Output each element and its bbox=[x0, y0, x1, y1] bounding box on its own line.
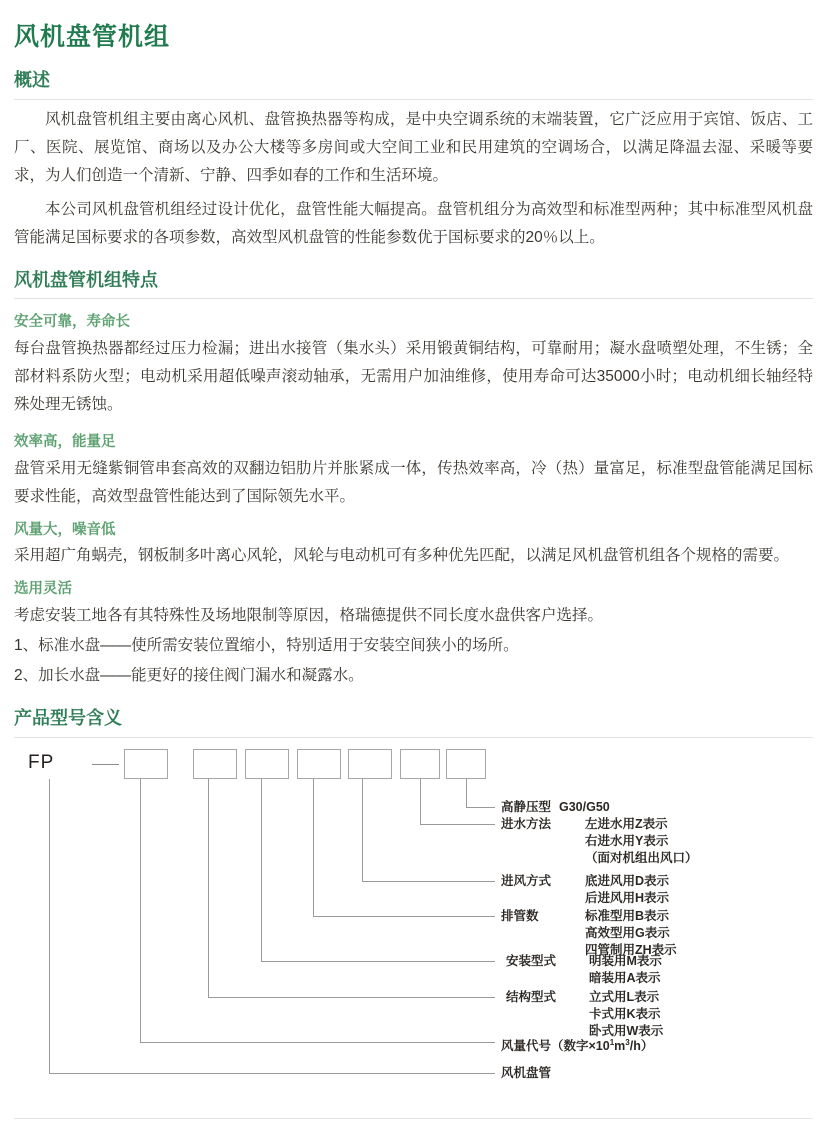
leader-line-horizontal bbox=[49, 1073, 495, 1074]
leader-line-vertical bbox=[466, 779, 467, 808]
leader-line-vertical bbox=[362, 779, 363, 882]
leader-line-horizontal bbox=[140, 1042, 495, 1043]
model-label-name-3: 进风方式 bbox=[501, 873, 552, 888]
model-label-value-4-line-3: 四管制用ZH表示 bbox=[585, 942, 677, 957]
leader-line-horizontal bbox=[466, 807, 495, 808]
heading-divider bbox=[14, 737, 813, 738]
model-label-airflow-exp: 1 bbox=[609, 1037, 615, 1047]
model-box-3[interactable] bbox=[245, 749, 289, 779]
feature-text-4: 考虑安装工地各有其特殊性及场地限制等原因，格瑞德提供不同长度水盘供客户选择。 bbox=[14, 607, 604, 624]
model-label-airflow-unit-exp: 3 bbox=[625, 1037, 630, 1047]
heading-divider bbox=[14, 99, 813, 100]
model-label-airflow-tail: /h） bbox=[629, 1038, 654, 1053]
model-label-value-3-line-1: 底进风用D表示 bbox=[585, 873, 670, 888]
feature-title-1: 安全可靠，寿命长 bbox=[14, 314, 130, 330]
model-box-4[interactable] bbox=[297, 749, 341, 779]
heading-divider bbox=[14, 298, 813, 299]
model-label-value-2-line-3: （面对机组出风口） bbox=[585, 850, 698, 865]
leader-line-horizontal bbox=[208, 997, 495, 998]
model-label-value-2-line-2: 右进水用Y表示 bbox=[585, 833, 669, 848]
model-box-7[interactable] bbox=[446, 749, 486, 779]
model-prefix-fp: FP bbox=[28, 751, 55, 773]
leader-line-horizontal bbox=[420, 824, 495, 825]
leader-line-vertical bbox=[420, 779, 421, 825]
leader-line-vertical bbox=[313, 779, 314, 917]
model-label-value-5 bbox=[589, 953, 662, 987]
leader-line-vertical bbox=[49, 779, 50, 1074]
feature-text-1: 每台盘管换热器都经过压力检漏；进出水接管（集水头）采用锻黄铜结构，可靠耐用；凝水盘喷塑处理，不生锈；全部材料系防火型；电动机采用超低噪声滚动轴承，无需用户加油维修，使用寿命可达35000小时；电动机细长轴经特殊处理无锈蚀。 bbox=[14, 339, 813, 413]
model-label-name-1: 高静压型 bbox=[501, 799, 552, 814]
model-label-value-6 bbox=[589, 989, 663, 1040]
model-label-value-4-line-2: 高效型用G表示 bbox=[585, 925, 670, 940]
list-item: 1、标准水盘——使所需安装位置缩小，特别适用于安装空间狭小的场所。 bbox=[14, 637, 519, 654]
feature-text-3: 采用超广角蜗壳，钢板制多叶离心风轮，风轮与电动机可有多种优先匹配，以满足风机盘管机组各个规格的需要。 bbox=[14, 547, 790, 565]
overview-paragraph-1: 风机盘管机组主要由离心风机、盘管换热器等构成，是中央空调系统的末端装置，它广泛应用于宾馆、饭店、工厂、医院、展览馆、商场以及办公大楼等多房间或大空间工业和民用建筑的空调场合，以满足降温去湿、采暖等要求，为人们创造一个清新、宁静、四季如春的工作和生活环境。 bbox=[14, 110, 813, 184]
section-heading-model: 产品型号含义 bbox=[14, 708, 122, 728]
model-label-name-7 bbox=[501, 1034, 653, 1055]
page-title: 风机盘管机组 bbox=[14, 23, 171, 51]
model-label-value-1 bbox=[559, 799, 610, 816]
leader-line-horizontal bbox=[261, 961, 495, 962]
document-page bbox=[0, 22, 827, 1123]
model-label-value-5-line-1: 明装用M表示 bbox=[589, 953, 662, 968]
model-code-diagram bbox=[14, 748, 813, 1080]
model-label-name-8: 风机盘管 bbox=[501, 1065, 552, 1080]
model-label-value-2-line-1: 左进水用Z表示 bbox=[585, 816, 668, 831]
model-box-2[interactable] bbox=[193, 749, 237, 779]
model-label-name-4: 排管数 bbox=[501, 908, 539, 923]
model-label-airflow-prefix: 风量代号（数字×10 bbox=[501, 1038, 610, 1053]
feature-title-3: 风量大，噪音低 bbox=[14, 521, 116, 538]
list-item: 2、加长水盘——能更好的接住阀门漏水和凝露水。 bbox=[14, 667, 364, 684]
leader-line-vertical bbox=[261, 779, 262, 962]
model-label-value-3-line-2: 后进风用H表示 bbox=[585, 890, 670, 905]
model-label-value-6-line-3: 卧式用W表示 bbox=[589, 1023, 664, 1038]
model-label-value-2 bbox=[585, 816, 698, 867]
feature-title-4: 选用灵活 bbox=[14, 581, 72, 598]
feature-text-2: 盘管采用无缝紫铜管串套高效的双翻边铝肋片并胀紧成一体，传热效率高，冷（热）量富足，标准型盘管能满足国标要求性能，高效型盘管性能达到了国际领先水平。 bbox=[14, 459, 813, 505]
model-label-name-6: 结构型式 bbox=[506, 989, 557, 1004]
feature-title-2: 效率高，能量足 bbox=[14, 433, 116, 450]
leader-line-horizontal bbox=[362, 881, 495, 882]
section-heading-features: 风机盘管机组特点 bbox=[14, 269, 158, 290]
model-box-6[interactable] bbox=[400, 749, 440, 779]
model-label-airflow-unit: m bbox=[614, 1038, 626, 1053]
model-box-1[interactable] bbox=[124, 749, 168, 779]
model-label-value-4 bbox=[585, 908, 677, 959]
model-label-value-1-line-1: G30/G50 bbox=[559, 799, 610, 814]
model-label-name-5: 安装型式 bbox=[506, 953, 557, 968]
model-label-name-2: 进水方法 bbox=[501, 816, 552, 831]
model-label-value-5-line-2: 暗装用A表示 bbox=[589, 970, 661, 985]
model-box-5[interactable] bbox=[348, 749, 392, 779]
leader-line-vertical bbox=[140, 779, 141, 1043]
model-label-value-6-line-2: 卡式用K表示 bbox=[589, 1006, 661, 1021]
model-label-value-3 bbox=[585, 873, 669, 907]
leader-line-vertical bbox=[208, 779, 209, 998]
overview-paragraph-2: 本公司风机盘管机组经过设计优化，盘管性能大幅提高。盘管机组分为高效型和标准型两种；其中标准型风机盘管能满足国标要求的各项参数，高效型风机盘管的性能参数优于国标要求的20％以上。 bbox=[14, 200, 813, 246]
model-label-value-4-line-1: 标准型用B表示 bbox=[585, 908, 670, 923]
leader-line-horizontal bbox=[313, 916, 495, 917]
model-label-value-6-line-1: 立式用L表示 bbox=[589, 989, 660, 1004]
section-heading-overview: 概述 bbox=[14, 70, 50, 90]
page-footer-divider bbox=[14, 1118, 813, 1119]
model-dash bbox=[92, 764, 119, 765]
